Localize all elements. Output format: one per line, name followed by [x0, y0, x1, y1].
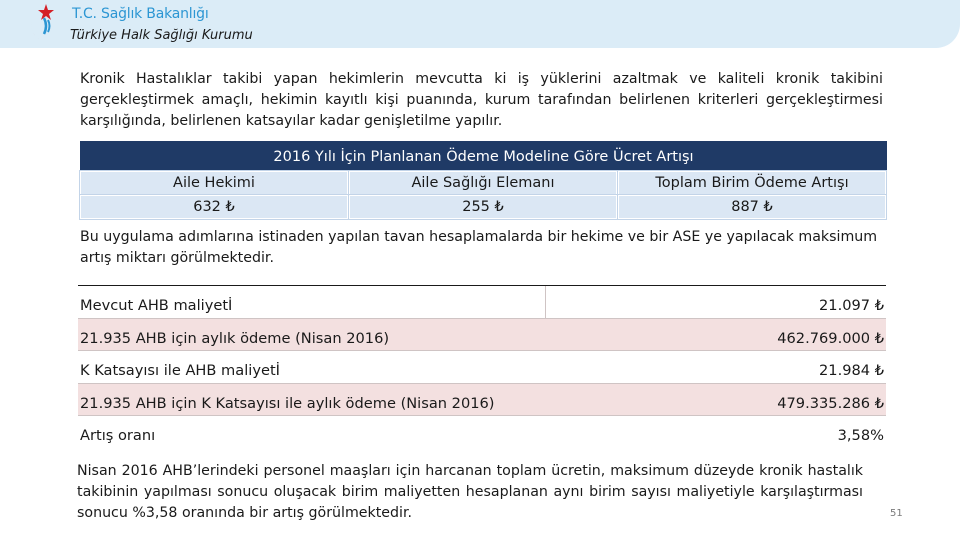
column-divider [545, 286, 546, 318]
conclusion-paragraph: Nisan 2016 AHB’lerindeki personel maaşları için harcanan toplam ücretin, maksimum düzeyde kronik hastalık takibinin yapılması sonucu oluşacak birim maliyetten hesaplanan aynı birim sayısı maliyetiyle karşılaştırması sonucu %3,58 oranında bir artış görülmektedir. [77, 463, 863, 521]
row-label: Mevcut AHB maliyetİ [80, 297, 233, 314]
payment-table [80, 141, 887, 219]
row-value: 3,58% [837, 427, 884, 444]
ministry-name: T.C. Sağlık Bakanlığı [72, 6, 209, 22]
header-total-increase: Toplam Birim Ödeme Artışı [618, 171, 886, 195]
payment-table-title: 2016 Yılı İçin Planlanan Ödeme Modeline Göre Ücret Artışı [80, 141, 887, 171]
table-row [78, 286, 886, 319]
row-value: 462.769.000 ₺ [777, 329, 884, 347]
header-family-physician: Aile Hekimi [80, 171, 348, 195]
cost-table [78, 285, 886, 449]
page-number: 51 [890, 508, 903, 519]
row-label: 21.935 AHB için K Katsayısı ile aylık ödeme (Nisan 2016) [80, 394, 495, 412]
value-total-increase: 887 ₺ [618, 195, 886, 219]
row-label: K Katsayısı ile AHB maliyetİ [80, 362, 280, 379]
row-label: 21.935 AHB için aylık ödeme (Nisan 2016) [80, 329, 390, 347]
row-value: 21.984 ₺ [819, 362, 884, 379]
crescent-star-logo-icon [22, 2, 72, 46]
header-health-staff: Aile Sağlığı Elemanı [349, 171, 617, 195]
payment-value-row [80, 195, 887, 219]
row-label: Artış oranı [80, 427, 156, 444]
table-row [78, 351, 886, 384]
institute-name: Türkiye Halk Sağlığı Kurumu [70, 28, 253, 43]
table-row [78, 319, 886, 352]
row-value: 21.097 ₺ [819, 297, 884, 314]
table-row [78, 384, 886, 417]
intro-paragraph: Kronik Hastalıklar takibi yapan hekimlerin mevcutta ki iş yüklerini azaltmak ve kaliteli kronik takibini gerçekleştirmek amaçlı, hekimin kayıtlı kişi puanında, kurum tarafından belirlenen kriterleri gerçekleştirmesi karşılığında, belirlenen katsayılar kadar genişletilme yapılır. [80, 71, 883, 129]
value-family-physician: 632 ₺ [80, 195, 348, 219]
row-value: 479.335.286 ₺ [777, 394, 884, 412]
middle-paragraph: Bu uygulama adımlarına istinaden yapılan tavan hesaplamalarda bir hekime ve bir ASE ye yapılacak maksimum artış miktarı görülmektedir. [80, 229, 878, 266]
value-health-staff: 255 ₺ [349, 195, 617, 219]
table-row [78, 416, 886, 449]
payment-header-row [80, 171, 887, 195]
